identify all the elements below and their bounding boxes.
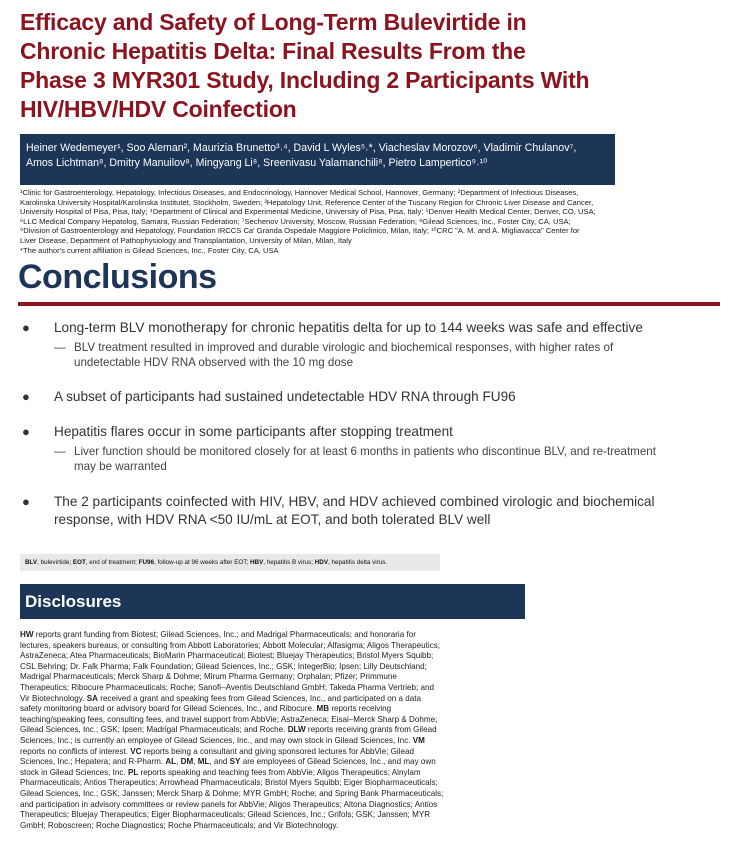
- disclosure-text: reports speaking and teaching fees from AbbVie; Aligos Therapeutics; Alnylam: [138, 767, 421, 777]
- poster-title: [20, 8, 720, 124]
- disclosure-initials: HW: [20, 630, 34, 639]
- disclosures-body: [20, 630, 530, 831]
- disclosure-line: [20, 672, 530, 683]
- disclosure-text: Vir Biotechnology.: [20, 693, 87, 703]
- disclosure-text: reports grant funding from Biotest; Gilead Sciences, Inc.; and Madrigal Pharmaceuticals; and honoraria for: [33, 630, 416, 639]
- affiliation-line: Karolinska University Hospital/Karolinska Institutet, Stockholm, Sweden; ³Hepatology Unit, Reference Center of the Tuscany Region for Chronic Liver Disease and Cancer,: [20, 197, 594, 207]
- affiliations: [20, 188, 720, 255]
- disclosure-line: [20, 704, 530, 715]
- abbrev-term: FU96: [138, 559, 155, 566]
- abbrev-term: HDV: [314, 559, 329, 566]
- disclosure-text: teaching/speaking fees, consulting fees, and travel support from AbbVie; AstraZeneca; Eisai–Merck Sharp & Dohme;: [20, 714, 438, 724]
- disclosure-line: [20, 747, 530, 758]
- disclosure-text: , and: [209, 757, 230, 767]
- abbrev-term: EOT: [72, 559, 86, 566]
- disclosure-initials: SY: [229, 757, 241, 767]
- title-line: Phase 3 MYR301 Study, Including 2 Participants With: [20, 67, 590, 93]
- subbullet-text: Liver function should be monitored closely for at least 6 months in patients who discontinue BLV, and re-treatment: [74, 445, 656, 458]
- author-line: Amos Lichtman⁸, Dmitry Manuilov⁸, Mingyang Li⁸, Sreenivasu Yalamanchili⁸, Pietro Lampertico⁹˒¹⁰: [26, 157, 488, 169]
- bullet-marker: ●: [22, 320, 30, 335]
- disclosure-line: [20, 800, 530, 811]
- affiliation-line: Liver Disease, Department of Pathophysiology and Transplantation, University of Milan, Milan, Italy: [20, 235, 352, 245]
- disclosure-line: [20, 662, 530, 673]
- disclosure-initials: VM: [412, 735, 425, 745]
- disclosures-heading: Disclosures: [20, 584, 525, 619]
- disclosure-text: ,: [176, 757, 181, 767]
- author-line: Heiner Wedemeyer¹, Soo Aleman², Maurizia Brunetto³˒⁴, David L Wyles⁵˒*, Viacheslav Morozov⁶, Vladimir Chulanov⁷,: [26, 142, 577, 154]
- disclosure-text: CSL Behring; Dr. Falk Pharma; Falk Foundation; Gilead Sciences, Inc.; GSK; IntegerBio; Ipsen; Lilly Deutschland;: [20, 661, 427, 671]
- bullet-text: response, with HDV RNA <50 IU/mL at EOT, and both tolerated BLV well: [54, 512, 491, 527]
- subbullet-text: BLV treatment resulted in improved and durable virologic and biochemical responses, with higher rates of: [74, 341, 614, 354]
- disclosure-text: Therapeutics; Ribocure Pharmaceuticals; Roche; Sanofi–Aventis Deutschland GmbH; Takeda Pharma Vertrieb; and: [20, 682, 435, 692]
- affiliation-line: *The author's current affiliation is Gilead Sciences, Inc., Foster City, CA, USA: [20, 245, 279, 255]
- disclosure-line: [20, 630, 530, 641]
- disclosure-line: [20, 810, 530, 821]
- disclosure-line: [20, 641, 530, 652]
- disclosure-text: Madrigal Pharmaceuticals; Merck Sharp & Dohme; Mirum Pharma Germany; Orphalan; Pfizer; Primmune: [20, 672, 397, 682]
- abbrev-def: , hepatitis B virus;: [263, 559, 315, 566]
- bullet-marker: ●: [22, 494, 30, 509]
- author-banner: [20, 134, 615, 185]
- affiliation-line: University Hospital of Pisa, Pisa, Italy; ⁴Department of Clinical and Experimental Medicine, University of Pisa, Pisa, Italy; ⁵Denver Health Medical Center, Denver, CO, USA;: [20, 207, 596, 217]
- disclosure-text: GmbH; Roboscreen; Roche Diagnostics; Roche Pharmaceuticals; and Vir Biotechnology.: [20, 820, 339, 830]
- disclosure-initials: AL: [165, 757, 177, 767]
- dash-marker: —: [54, 445, 66, 458]
- abbrev-term: BLV: [25, 559, 38, 566]
- disclosure-text: Sciences, Inc.; Hepatera; and R-Pharm.: [20, 757, 166, 767]
- disclosure-line: [20, 821, 530, 832]
- disclosure-text: Therapeutics; Bluejay Therapeutics; Eiger Biopharmaceuticals; Gilead Sciences, Inc.; Grifols; GSK; Janssen; MYR: [20, 810, 431, 820]
- disclosure-text: reports receiving: [329, 704, 392, 714]
- section-divider: [18, 302, 720, 306]
- disclosure-text: ,: [193, 757, 198, 767]
- disclosure-line: [20, 715, 530, 726]
- disclosure-line: [20, 683, 530, 694]
- disclosure-line: [20, 736, 530, 747]
- disclosure-text: safety monitoring board or advisory board for Gilead Sciences, Inc., and Ribocure.: [20, 704, 317, 714]
- disclosure-line: [20, 651, 530, 662]
- abbrev-def: , end of treatment;: [85, 559, 139, 566]
- disclosure-line: [20, 789, 530, 800]
- disclosure-text: reports being a consultant and giving sponsored lectures for AbbVie; Gilead: [141, 746, 414, 756]
- disclosure-initials: SA: [86, 693, 98, 703]
- disclosure-text: received a grant and speaking fees from Gilead Sciences, Inc., and participated on a data: [98, 693, 422, 703]
- abbreviations-footnote: [20, 554, 440, 571]
- abbrev-def: , bulevirtide;: [37, 559, 73, 566]
- abbrev-def: , hepatitis delta virus.: [328, 559, 388, 566]
- bullet-text: A subset of participants had sustained undetectable HDV RNA through FU96: [54, 389, 516, 404]
- disclosure-text: stock in Gilead Sciences, Inc.: [20, 767, 128, 777]
- abbrev-def: , follow-up at 96 weeks after EOT;: [154, 559, 250, 566]
- bullet-text: The 2 participants coinfected with HIV, HBV, and HDV achieved combined virologic and biochemical: [54, 494, 655, 509]
- title-line: Efficacy and Safety of Long-Term Bulevirtide in: [20, 9, 527, 35]
- disclosure-initials: DM: [180, 757, 194, 767]
- disclosure-line: [20, 778, 530, 789]
- disclosure-initials: VC: [130, 746, 142, 756]
- abbrev-term: HBV: [249, 559, 264, 566]
- title-line: HIV/HBV/HDV Coinfection: [20, 96, 297, 122]
- disclosure-initials: ML: [197, 757, 210, 767]
- disclosure-text: lectures, speakers bureaus, or consulting from Abbott Laboratories; Abbott Molecular; Alfasigma; Aligos Therapeutics;: [20, 640, 441, 650]
- disclosure-text: AstraZeneca; Atea Pharmaceuticals; BioMarin Pharmaceutical; Biotest; Bluejay Therapeutics; Bristol Myers Squibb;: [20, 651, 434, 661]
- subbullet-text: may be warranted: [74, 460, 167, 473]
- dash-marker: —: [54, 341, 66, 354]
- bullet-marker: ●: [22, 424, 30, 439]
- bullet-text: Hepatitis flares occur in some participants after stopping treatment: [54, 424, 453, 439]
- disclosure-initials: MB: [316, 704, 330, 714]
- subbullet-text: undetectable HDV RNA observed with the 10 mg dose: [74, 356, 354, 369]
- affiliation-line: ⁶LLC Medical Company Hepatolog, Samara, Russian Federation; ⁷Sechenov University, Moscow, Russian Federation; ⁸Gilead Sciences, Inc., Foster City, CA, USA;: [20, 216, 571, 226]
- disclosure-text: Pharmaceuticals; Antios Therapeutics; Arrowhead Pharmaceuticals; Bristol Myers Squibb; Eiger Biopharmaceuticals;: [20, 778, 438, 788]
- disclosure-line: [20, 768, 530, 779]
- affiliation-line: ¹Clinic for Gastroenterology, Hepatology, Infectious Diseases, and Endocrinology, Hannover Medical School, Hannover, Germany; ²Department of Infectious Diseases,: [20, 188, 579, 197]
- disclosure-text: are employees of Gilead Sciences, Inc., and may own: [240, 757, 436, 767]
- disclosure-initials: DLW: [287, 725, 306, 735]
- conclusions-heading: Conclusions: [18, 258, 217, 296]
- disclosure-text: Sciences, Inc.; is currently an employee of Gilead Sciences, Inc., and may own stock in Gilead Sciences, Inc.: [20, 735, 413, 745]
- bullet-text: Long-term BLV monotherapy for chronic hepatitis delta for up to 144 weeks was safe and effective: [54, 320, 643, 335]
- disclosure-initials: PL: [127, 767, 139, 777]
- disclosure-text: reports receiving grants from Gilead: [305, 725, 437, 735]
- disclosure-text: and participation in advisory committees or review panels for AbbVie; Aligos Therapeutics; Altona Diagnostics; Antios: [20, 799, 438, 809]
- disclosure-text: reports no conflicts of interest.: [20, 746, 131, 756]
- disclosure-line: [20, 725, 530, 736]
- disclosure-line: [20, 694, 530, 705]
- disclosure-text: Gilead Sciences, Inc.; GSK; Ipsen; Madrigal Pharmaceuticals; and Roche.: [20, 725, 288, 735]
- disclosure-text: Gilead Sciences, Inc.; GSK; Janssen; Merck Sharp & Dohme; MYR GmbH; Roche; and Spring Bank Pharmaceuticals;: [20, 788, 444, 798]
- bullet-marker: ●: [22, 389, 30, 404]
- affiliation-line: ⁹Division of Gastroenterology and Hepatology, Foundation IRCCS Ca' Granda Ospedale Maggiore Policlinico, Milan, Italy; ¹⁰CRC "A. M. and A. Migliavacca" Center for: [20, 226, 580, 236]
- title-line: Chronic Hepatitis Delta: Final Results From the: [20, 38, 526, 64]
- disclosure-line: [20, 757, 530, 768]
